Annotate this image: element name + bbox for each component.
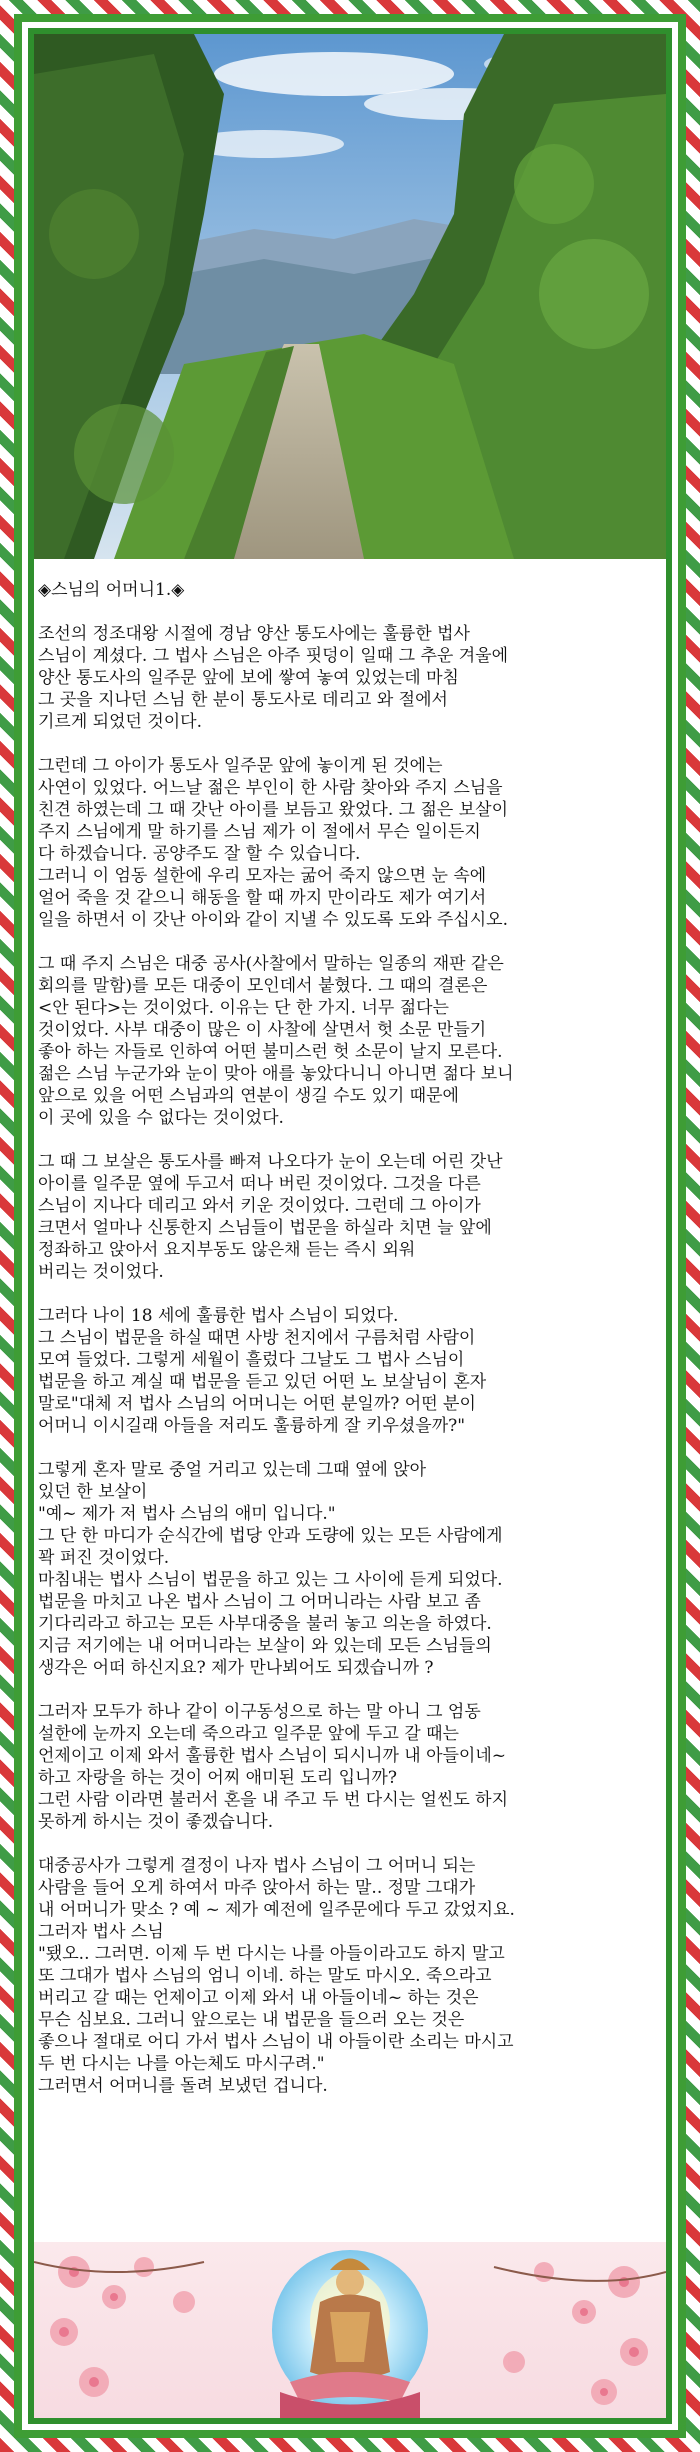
text-line: 또 그대가 법사 스님의 엄니 이네. 하는 말도 마시오. 죽으라고 — [38, 1966, 492, 1986]
text-line: 좋으나 절대로 어디 가서 법사 스님이 내 아들이란 소리는 마시고 — [38, 2032, 514, 2052]
text-line: 법문을 마치고 나온 법사 스님이 그 어머니라는 사람 보고 좀 — [38, 1592, 481, 1612]
text-line: 그러자 법사 스님 — [38, 1922, 164, 1942]
text-line: 그렇게 혼자 말로 중얼 거리고 있는데 그때 옆에 앉아 — [38, 1460, 427, 1480]
text-line: 무슨 심보요. 그러니 앞으로는 내 법문을 들으러 오는 것은 — [38, 2010, 465, 2030]
story-heading: ◈스님의 어머니1.◈ — [38, 580, 185, 600]
text-line: 양산 통도사의 일주문 앞에 보에 쌓여 놓여 있었는데 마침 — [38, 668, 459, 688]
text-line: 다 하겠습니다. 공양주도 잘 할 수 있습니다. — [38, 844, 361, 864]
text-line: "예~ 제가 저 법사 스님의 애미 입니다." — [38, 1504, 336, 1524]
text-line: 앞으로 있을 어떤 스님과의 연분이 생길 수도 있기 때문에 — [38, 1086, 459, 1106]
text-line: 그러니 이 엄동 설한에 우리 모자는 굶어 죽지 않으면 눈 속에 — [38, 866, 487, 886]
text-line: <안 된다>는 것이었다. 이유는 단 한 가지. 너무 젊다는 — [38, 998, 449, 1018]
text-line: 못하게 하시는 것이 좋겠습니다. — [38, 1812, 274, 1832]
text-line: 말로"대체 저 법사 스님의 어머니는 어떤 분일까? 어떤 분이 — [38, 1394, 476, 1414]
text-line: 친견 하였는데 그 때 갓난 아이를 보듬고 왔었다. 그 젊은 보살이 — [38, 800, 508, 820]
content-panel — [34, 34, 666, 2418]
text-line: 설한에 눈까지 오는데 죽으라고 일주문 앞에 두고 갈 때는 — [38, 1724, 459, 1744]
text-line: 마침내는 법사 스님이 법문을 하고 있는 그 사이에 듣게 되었다. — [38, 1570, 503, 1590]
text-line: 크면서 얼마나 신통한지 스님들이 법문을 하실라 치면 늘 앞에 — [38, 1218, 492, 1238]
text-line: 그 단 한 마디가 순식간에 법당 안과 도량에 있는 모든 사람에게 — [38, 1526, 503, 1546]
text-line: 내 어머니가 맞소 ? 예 ~ 제가 예전에 일주문에다 두고 갔었지요. — [38, 1900, 515, 1920]
story-text — [34, 579, 666, 2119]
text-line: 하고 자랑을 하는 것이 어찌 애미된 도리 입니까? — [38, 1768, 397, 1788]
text-line: 그 때 그 보살은 통도사를 빠져 나오다가 눈이 오는데 어린 갓난 — [38, 1152, 503, 1172]
text-line: 그러다 나이 18 세에 훌륭한 법사 스님이 되었다. — [38, 1306, 399, 1326]
text-line: 사람을 들어 오게 하여서 마주 앉아서 하는 말.. 정말 그대가 — [38, 1878, 476, 1898]
buddha-flower-banner — [34, 2242, 666, 2418]
text-line: 기르게 되었던 것이다. — [38, 712, 203, 732]
paragraph-7 — [38, 1701, 662, 1833]
text-line: 지금 저기에는 내 어머니라는 보살이 와 있는데 모든 스님들의 — [38, 1636, 492, 1656]
text-line: 이 곳에 있을 수 없다는 것이었다. — [38, 1108, 284, 1128]
text-line: 그 곳을 지나던 스님 한 분이 통도사로 데리고 와 절에서 — [38, 690, 448, 710]
text-line: 것이었다. 사부 대중이 많은 이 사찰에 살면서 헛 소문 만들기 — [38, 1020, 487, 1040]
text-line: 대중공사가 그렇게 결정이 나자 법사 스님이 그 어머니 되는 — [38, 1856, 476, 1876]
text-line: 그런데 그 아이가 통도사 일주문 앞에 놓이게 된 것에는 — [38, 756, 443, 776]
paragraph-8 — [38, 1855, 662, 2097]
text-line: "됐오.. 그러면. 이제 두 번 다시는 나를 아들이라고도 하지 말고 — [38, 1944, 505, 1964]
text-line: 버리는 것이었다. — [38, 1262, 164, 1282]
text-line: 법문을 하고 계실 때 법문을 듣고 있던 어떤 노 보살님이 혼자 — [38, 1372, 487, 1392]
paragraph-6 — [38, 1459, 662, 1679]
text-line: 그러면서 어머니를 돌려 보냈던 겁니다. — [38, 2076, 328, 2096]
text-line: 그러자 모두가 하나 같이 이구동성으로 하는 말 아니 그 엄동 — [38, 1702, 481, 1722]
text-line: 그런 사람 이라면 불러서 혼을 내 주고 두 번 다시는 얼씬도 하지 — [38, 1790, 508, 1810]
paragraph-1 — [38, 623, 662, 733]
paragraph-5 — [38, 1305, 662, 1437]
text-line: 얼어 죽을 것 같으니 해동을 할 때 까지 만이라도 제가 여기서 — [38, 888, 487, 908]
text-line: 버리고 갈 때는 언제이고 이제 와서 내 아들이네~ 하는 것은 — [38, 1988, 479, 2008]
text-line: 사연이 있었다. 어느날 젊은 부인이 한 사람 찾아와 주지 스님을 — [38, 778, 503, 798]
text-line: 회의를 말함)를 모든 대중이 모인데서 붙혔다. 그 때의 결론은 — [38, 976, 488, 996]
text-line: 기다리라고 하고는 모든 사부대중을 불러 놓고 의논을 하였다. — [38, 1614, 492, 1634]
text-line: 정좌하고 앉아서 요지부동도 않은채 듣는 즉시 외워 — [38, 1240, 416, 1260]
text-line: 있던 한 보살이 — [38, 1482, 148, 1502]
paragraph-4 — [38, 1151, 662, 1283]
text-line: 두 번 다시는 나를 아는체도 마시구려." — [38, 2054, 325, 2074]
text-line: 조선의 정조대왕 시절에 경남 양산 통도사에는 훌륭한 법사 — [38, 624, 470, 644]
text-line: 언제이고 이제 와서 훌륭한 법사 스님이 되시니까 내 아들이네~ — [38, 1746, 507, 1766]
text-line: 꽉 퍼진 것이었다. — [38, 1548, 170, 1568]
text-line: 좋아 하는 자들로 인하여 어떤 불미스런 헛 소문이 날지 모른다. — [38, 1042, 503, 1062]
text-line: 어머니 이시길래 아들을 저리도 훌륭하게 잘 키우셨을까?" — [38, 1416, 466, 1436]
paragraph-3 — [38, 953, 662, 1129]
text-line: 주지 스님에게 말 하기를 스님 제가 이 절에서 무슨 일이든지 — [38, 822, 481, 842]
mountain-path-photo — [34, 34, 666, 559]
text-line: 스님이 계셨다. 그 법사 스님은 아주 핏덩이 일때 그 추운 겨울에 — [38, 646, 508, 666]
text-line: 스님이 지나다 데리고 와서 키운 것이었다. 그런데 그 아이가 — [38, 1196, 481, 1216]
text-line: 그 때 주지 스님은 대중 공사(사찰에서 말하는 일종의 재판 같은 — [38, 954, 504, 974]
text-line: 모여 들었다. 그렇게 세월이 흘렀다 그날도 그 법사 스님이 — [38, 1350, 465, 1370]
text-line: 생각은 어떠 하신지요? 제가 만나뵈어도 되겠습니까 ? — [38, 1658, 434, 1678]
text-line: 일을 하면서 이 갓난 아이와 같이 지낼 수 있도록 도와 주십시오. — [38, 910, 508, 930]
text-line: 젊은 스님 누군가와 눈이 맞아 애를 놓았다니니 아니면 젊다 보니 — [38, 1064, 514, 1084]
text-line: 아이를 일주문 옆에 두고서 떠나 버린 것이었다. 그것을 다른 — [38, 1174, 481, 1194]
paragraph-2 — [38, 755, 662, 931]
text-line: 그 스님이 법문을 하실 때면 사방 천지에서 구름처럼 사람이 — [38, 1328, 476, 1348]
